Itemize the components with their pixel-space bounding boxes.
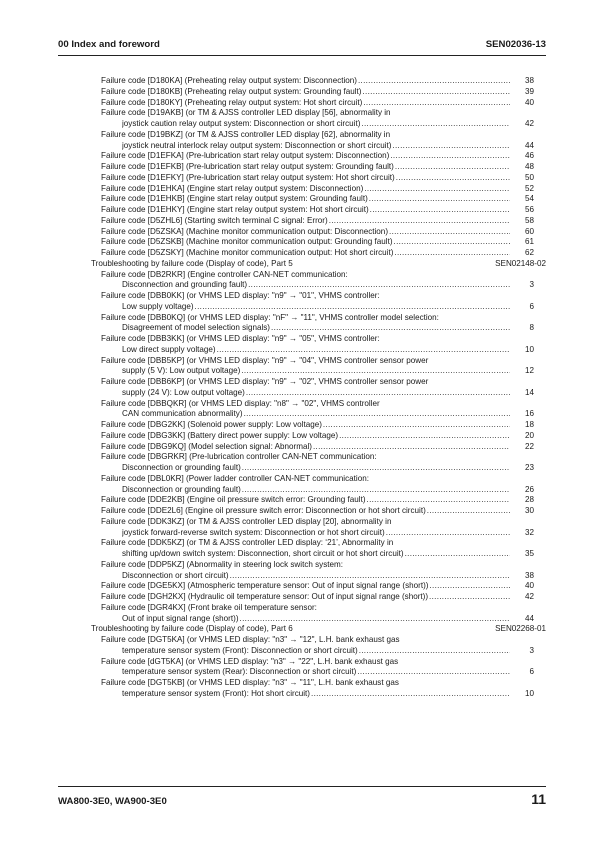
toc-page: 54 [510, 194, 534, 205]
toc-page: 42 [510, 119, 534, 130]
toc-entry[interactable]: Failure code [DBB6KP] (or VHMS LED display: "n9" → "02", VHMS controller sensor power [101, 377, 429, 386]
toc-entry[interactable]: Failure code [DDK5KZ] (or TM & AJSS controller LED display: ‘21’, Abnormality in [101, 538, 394, 548]
toc-entry-continuation[interactable]: Disconnection or short circuit) ..... 38 [0, 571, 596, 582]
toc-page: 44 [510, 614, 534, 625]
header-doc-code: SEN02036-13 [485, 39, 546, 50]
toc-entry[interactable]: Failure code [DBL0KR] (Power ladder controller CAN-NET communication: [101, 473, 369, 483]
toc-entry[interactable]: Failure code [DBB0KK] (or VHMS LED display: "n9" → "01", VHMS controller: [101, 291, 380, 300]
toc-entry[interactable]: Failure code [DBB0KQ] (or VHMS LED display: "nF" → "11", VHMS controller model selection: [101, 312, 439, 322]
toc-entry-continuation[interactable]: temperature sensor system (Front): Disconnection or short circuit) ..... 3 [0, 646, 596, 657]
page-header [58, 39, 546, 50]
toc-entry[interactable]: Failure code [D5ZSKB] (Machine monitor communication output: Grounding fault) ..... 61 [0, 237, 596, 248]
toc-page: 32 [510, 528, 534, 539]
toc-page: 3 [510, 280, 534, 291]
toc-entry-continuation[interactable]: Disconnection and grounding fault) ..... 3 [0, 280, 596, 291]
toc-entry[interactable]: Failure code [DBG3KK] (Battery direct power supply: Low voltage) ..... 20 [0, 431, 596, 442]
toc-entry[interactable]: Failure code [D180KB] (Preheating relay output system: Grounding fault) ..... 39 [0, 87, 596, 98]
toc-page: 28 [510, 495, 534, 506]
toc-page: 6 [510, 667, 534, 678]
toc-section-heading[interactable]: Troubleshooting by failure code (Display of code), Part 5 SEN02148-02 [91, 258, 546, 268]
toc-entry[interactable]: Failure code [DB2RKR] (Engine controller CAN-NET communication: [101, 269, 348, 279]
toc-page: 6 [510, 302, 534, 313]
toc-entry[interactable]: Failure code [DGH2KX] (Hydraulic oil temperature sensor: Out of input signal range (short)) ..... 42 [0, 592, 596, 603]
toc-entry[interactable]: Failure code [D1EFKY] (Pre-lubrication start relay output system: Hot short circuit) ..... 50 [0, 173, 596, 184]
toc-page: 38 [510, 571, 534, 582]
toc-section-heading[interactable]: Troubleshooting by failure code (Display of code), Part 6 SEN02268-01 [91, 624, 546, 634]
toc-entry[interactable]: Failure code [DBGRKR] (Pre-lubrication controller CAN-NET communication: [101, 452, 377, 462]
toc-entry[interactable]: Failure code [DGT5KB] (or VHMS LED display: "n3" → "11", L.H. bank exhaust gas [101, 678, 399, 687]
toc-page: 23 [510, 463, 534, 474]
toc-entry[interactable]: Failure code [dGT5KA] (or VHMS LED display: "n3" → "22", L.H. bank exhaust gas [101, 656, 399, 666]
toc-page: 61 [510, 237, 534, 248]
toc-page: 22 [510, 442, 534, 453]
toc-page: 12 [510, 366, 534, 377]
toc-page: 30 [510, 506, 534, 517]
table-of-contents [0, 76, 596, 700]
toc-page: 35 [510, 549, 534, 560]
toc-entry-continuation[interactable]: Low direct supply voltage) ..... 10 [0, 345, 596, 356]
toc-entry-continuation[interactable]: Disagreement of model selection signals) ..... 8 [0, 323, 596, 334]
toc-entry-continuation[interactable]: temperature sensor system (Rear): Disconnection or short circuit) ..... 6 [0, 667, 596, 678]
toc-page: 52 [510, 184, 534, 195]
toc-page: 26 [510, 485, 534, 496]
toc-entry[interactable]: Failure code [DBB3KK] (or VHMS LED display: "n9" → "05", VHMS controller: [101, 334, 380, 343]
toc-page: 50 [510, 173, 534, 184]
toc-entry[interactable]: Failure code [D1EHKA] (Engine start relay output system: Disconnection) ..... 52 [0, 184, 596, 195]
toc-entry[interactable]: Failure code [D180KY] (Preheating relay output system: Hot short circuit) ..... 40 [0, 98, 596, 109]
footer-model: WA800-3E0, WA900-3E0 [58, 796, 167, 807]
toc-entry-continuation[interactable]: joystick neutral interlock relay output system: Disconnection or short circuit) ..... 44 [0, 141, 596, 152]
toc-page: 58 [510, 216, 534, 227]
toc-page: 46 [510, 151, 534, 162]
toc-entry[interactable]: Failure code [D19BKZ] (or TM & AJSS controller LED display [62], abnormality in [101, 129, 391, 139]
footer-divider [58, 786, 546, 787]
toc-entry[interactable]: Failure code [DGE5KX] (Atmospheric temperature sensor: Out of input signal range (short)) ..... 40 [0, 581, 596, 592]
toc-entry[interactable]: Failure code [D1EFKA] (Pre-lubrication start relay output system: Disconnection) ..... 46 [0, 151, 596, 162]
toc-entry-continuation[interactable]: supply (24 V): Low output voltage) ..... 14 [0, 388, 596, 399]
toc-entry-continuation[interactable]: joystick caution relay output system: Disconnection or short circuit) ..... 42 [0, 119, 596, 130]
toc-entry[interactable]: Failure code [DBG2KK] (Solenoid power supply: Low voltage) ..... 18 [0, 420, 596, 431]
toc-entry-continuation[interactable]: Disconnection or grounding fault) ..... 26 [0, 485, 596, 496]
toc-page: 40 [510, 98, 534, 109]
toc-page: 60 [510, 227, 534, 238]
toc-page: 56 [510, 205, 534, 216]
toc-entry[interactable]: Failure code [DBB5KP] (or VHMS LED display: "n9" → "04", VHMS controller sensor power [101, 355, 429, 365]
toc-page: 62 [510, 248, 534, 259]
toc-page: 20 [510, 431, 534, 442]
toc-entry-continuation[interactable]: Out of input signal range (short)) ..... 44 [0, 614, 596, 625]
footer-page-number: 11 [531, 791, 546, 807]
toc-page: 3 [510, 646, 534, 657]
toc-entry-continuation[interactable]: Disconnection or grounding fault) ..... 23 [0, 463, 596, 474]
toc-page: 18 [510, 420, 534, 431]
toc-entry[interactable]: Failure code [DBBQKR] (or VHMS LED display: "n8" → "02", VHMS controller [101, 398, 380, 408]
toc-entry-continuation[interactable]: supply (5 V): Low output voltage) ..... 12 [0, 366, 596, 377]
toc-page: 40 [510, 581, 534, 592]
toc-entry[interactable]: Failure code [DDK3KZ] (or TM & AJSS controller LED display [20], abnormality in [101, 516, 392, 526]
toc-page: 44 [510, 141, 534, 152]
toc-entry[interactable]: Failure code [D1EHKY] (Engine start relay output system: Hot short circuit) ..... 56 [0, 205, 596, 216]
toc-page: 39 [510, 87, 534, 98]
toc-entry[interactable]: Failure code [D1EFKB] (Pre-lubrication start relay output system: Grounding fault) ..... 48 [0, 162, 596, 173]
toc-entry-continuation[interactable]: temperature sensor system (Front): Hot short circuit) ..... 10 [0, 689, 596, 700]
header-section-title: 00 Index and foreword [58, 39, 160, 50]
toc-entry[interactable]: Failure code [DGT5KA] (or VHMS LED display: "n3" → "12", L.H. bank exhaust gas [101, 635, 400, 644]
toc-entry-continuation[interactable]: Low supply voltage) ..... 6 [0, 302, 596, 313]
toc-entry[interactable]: Failure code [D5ZSKY] (Machine monitor communication output: Hot short circuit) ..... 62 [0, 248, 596, 259]
toc-entry[interactable]: Failure code [DDE2L6] (Engine oil pressure switch error: Disconnection or hot short circuit) ..... 30 [0, 506, 596, 517]
section-doc-code: SEN02148-02 [495, 258, 546, 268]
toc-entry[interactable]: Failure code [D180KA] (Preheating relay output system: Disconnection) ..... 38 [0, 76, 596, 87]
toc-page: 10 [510, 345, 534, 356]
toc-page: 38 [510, 76, 534, 87]
toc-page: 48 [510, 162, 534, 173]
toc-page: 8 [510, 323, 534, 334]
toc-entry[interactable]: Failure code [D5ZSKA] (Machine monitor communication output: Disconnection) ..... 60 [0, 227, 596, 238]
toc-page: 42 [510, 592, 534, 603]
header-divider [58, 55, 546, 56]
toc-page: 14 [510, 388, 534, 399]
toc-entry-continuation[interactable]: joystick forward-reverse switch system: Disconnection or hot short circuit) ..... 32 [0, 528, 596, 539]
toc-entry-continuation[interactable]: shifting up/down switch system: Disconnection, short circuit or hot short circuit) ..... 35 [0, 549, 596, 560]
toc-page: 10 [510, 689, 534, 700]
toc-entry[interactable]: Failure code [D19AKB] (or TM & AJSS controller LED display [56], abnormality in [101, 108, 391, 118]
section-doc-code: SEN02268-01 [495, 624, 546, 634]
toc-entry-continuation[interactable]: CAN communication abnormality) ..... 16 [0, 409, 596, 420]
toc-entry[interactable]: Failure code [DGR4KX] (Front brake oil temperature sensor: [101, 602, 317, 612]
toc-entry[interactable]: Failure code [DDE2KB] (Engine oil pressure switch error: Grounding fault) ..... 28 [0, 495, 596, 506]
toc-entry[interactable]: Failure code [DDP5KZ] (Abnormality in steering lock switch system: [101, 559, 343, 569]
toc-entry[interactable]: Failure code [D5ZHL6] (Starting switch terminal C signal: Error) ..... 58 [0, 216, 596, 227]
toc-entry[interactable]: Failure code [D1EHKB] (Engine start relay output system: Grounding fault) ..... 54 [0, 194, 596, 205]
toc-page: 16 [510, 409, 534, 420]
toc-entry[interactable]: Failure code [DBG9KQ] (Model selection signal: Abnormal) ..... 22 [0, 442, 596, 453]
